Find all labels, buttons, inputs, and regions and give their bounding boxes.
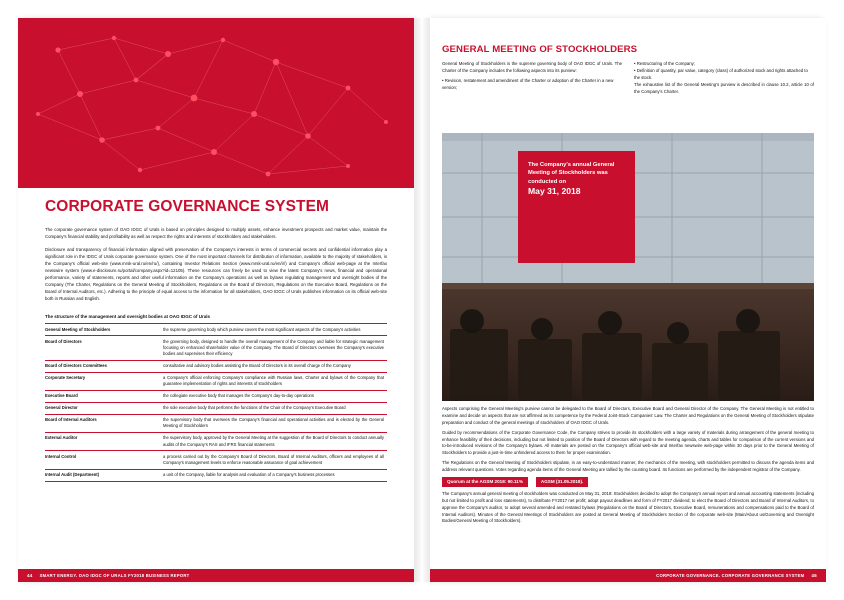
paragraph-guided: Guided by recommendations of the Corporate Governance Code, the Company strives to provide its stockholders with a large variety of materials during arrangement of the general meeting to enhance feasibility of their decisions, including but not limited to position of the Board of Directors with regard to the meeting agenda, charts and tables for comparison of the current versions and to-be-introduced revisions of the Company's bylaws. All materials are posted on the Company's official web-site and Interfax newswire web-page within 30 days prior to the General Meeting of Stockholders to provide a just-in-time unhindered access to them for proper examination. (442, 429, 814, 456)
table-cell-value: the supreme governing body which purview covers the most significant aspects of the Company's activities (163, 324, 387, 336)
status-badge-quorum: Quorum at the AGSM 2018: 90.11% (442, 477, 528, 487)
table-cell-key: General Meeting of Stockholders (45, 324, 163, 336)
intro-text: General Meeting of Stockholders is the supreme governing body of OAO IDGC of Urals. The Charter of the Company includes the following aspects into its purview: (442, 61, 622, 73)
table-cell-key: Internal Audit (Department) (45, 469, 163, 481)
table-cell-key: Board of Internal Auditors (45, 414, 163, 432)
status-badge-agsm: AGSM (31.05.2018). (536, 477, 588, 487)
table-cell-key: Board of Directors Committees (45, 360, 163, 372)
meeting-photo (442, 133, 814, 401)
governance-table (45, 323, 387, 481)
intro-tail-text: The exhaustive list of the General Meeting's purview is described in clause 10.2, article 10 of the Company's Charter. (634, 81, 814, 94)
table-row (45, 324, 387, 336)
paragraph-aspects: Aspects comprising the General Meeting's purview cannot be delegated to the Board of Directors, Executive Board and General Director of the Company. The General Meeting is not entitled to examine and decide on aspects that are not affirmed as its competence by the Federal Joint-Stock Companies' Law. The Charter and Regulations on the General Meeting of Stockholders stipulate preparation and conduct of the general meetings of stockholders of OAO IDGC of Urals. (442, 406, 814, 425)
intro-columns (442, 61, 814, 95)
table-row (45, 451, 387, 469)
table-row (45, 372, 387, 390)
table-cell-key: General Director (45, 402, 163, 414)
table-cell-value: the supervisory body that oversees the Company's financial and operational activities and is elected by the General Meeting of Stockholders (163, 414, 387, 432)
right-page-content (442, 44, 814, 95)
right-page (430, 18, 826, 582)
callout-date: May 31, 2018 (528, 186, 581, 197)
table-cell-key: Board of Directors (45, 336, 163, 360)
table-cell-value: the supervisory body, approved by the General Meeting at the suggestion of the Board of Directors to conduct annually audits of the Company's RAS and IFRS financial statements (163, 433, 387, 451)
bullet-item: • Restructuring of the Company; (634, 61, 695, 66)
table-cell-key: Internal Control (45, 451, 163, 469)
left-page-content (45, 198, 387, 482)
table-cell-key: Executive Board (45, 390, 163, 402)
table-row (45, 390, 387, 402)
table-caption: The structure of the management and oversight bodies at OAO IDGC of Urals (45, 314, 211, 320)
table-row (45, 402, 387, 414)
table-cell-key: Corporate Secretary (45, 372, 163, 390)
footer-right (430, 569, 826, 582)
spread-gutter (414, 18, 430, 582)
callout-text: The Company's annual General Meeting of Stockholders was conducted on (528, 162, 615, 185)
quorum-badges (442, 477, 814, 487)
page-number-left: 44 (27, 573, 33, 578)
network-graphic (18, 18, 414, 188)
right-page-lower-content (442, 406, 814, 528)
table-row (45, 336, 387, 360)
footer-left (18, 569, 414, 582)
footer-text-right: CORPORATE GOVERNANCE. CORPORATE GOVERNANCE SYSTEM (656, 573, 805, 578)
page-number-right: 45 (811, 573, 817, 578)
table-cell-key: External Auditor (45, 433, 163, 451)
bullet-item: • Definition of quantity, par value, category (class) of authorized stock and rights attached to the stock. (634, 67, 808, 80)
table-cell-value: a process carried out by the Company's Board of Directors, Board of Internal Auditors, officers and employees of all Company's management levels to enforce reasonable assurance of goal achievement (163, 451, 387, 469)
table-cell-value: a unit of the Company, liable for analysis and evaluation of a Company's business processes (163, 469, 387, 481)
paragraph-agm-results: The Company's annual general meeting of stockholders was conducted on May 31, 2018: Stockholders decided to adopt the Company's annual report and annual accounting statements (including but not limited to profit and loss statements), to distribute FY2017 net profit; adopt payout deadlines and form of FY2017 dividend; to elect the Board of Directors and Board of Internal Auditors, to approve the Company's auditor, to adopt several amended and restated bylaws (Regulations on the Board of Directors, Executive Board, remunerations and compensations paid to the Board of Internal Auditors). Minutes of the General Meetings of Stockholders are posted at General Meeting of Stockholders Section of the corporate web-site (Main/About us/Governing and Oversight Bodies/General Meeting of Stockholders). (442, 490, 814, 524)
table-cell-value: a Company's official enforcing Company's compliance with Russian laws, Charter and bylaws of the Company that guarantee implementation of rights and interests of stockholders (163, 372, 387, 390)
meeting-date-callout (518, 151, 635, 263)
bullet-item: • Revision, restatement and amendment of the Charter or adoption of the Charter in a new version; (442, 77, 614, 90)
footer-text-left: SMART ENERGY. OAO IDGC OF URALS FY2018 BUSINESS REPORT (39, 573, 190, 578)
table-row (45, 469, 387, 481)
table-row (45, 360, 387, 372)
table-cell-value: consultative and advisory bodies assisting the Board of Directors in its overall charge of the Company (163, 360, 387, 372)
table-row (45, 414, 387, 432)
table-cell-value: the collegiate executive body that manages the Company's day-to-day operations (163, 390, 387, 402)
page-heading: GENERAL MEETING OF STOCKHOLDERS (442, 44, 638, 55)
table-cell-value: the governing body, designed to handle the overall management of the Company and liable for strategic management focusing on enhanced shareholder value of the Company. The Board of Directors oversees the Company's executive bodies and supervises their efficiency (163, 336, 387, 360)
table-row (45, 433, 387, 451)
table-cell-value: the sole executive body that performs the functions of the Chair of the Company's Executive Board (163, 402, 387, 414)
paragraph-regulations: The Regulations on the General Meeting of Stockholders stipulate, in an easy-to-understand manner, the mechanics of the meeting, with stockholders permitted to discuss the agenda items and address relevant questions. Votes regarding agenda items of the General Meeting are tallied by the counting board. Its functions are performed by the independent registrar of the Company. (442, 460, 814, 472)
paragraph-1: The corporate governance system of OAO IDGC of Urals is based on principles designed to multiply assets, enhance investment prospects and market value, maintain the Company's financial stability and profitability as well as respect the rights and interests of stockholders and stakeholders. (45, 227, 387, 240)
page-title: CORPORATE GOVERNANCE SYSTEM (45, 198, 330, 215)
left-page (18, 18, 414, 582)
paragraph-2: Disclosure and transparency of financial information aligned with preservation of the Company's interests in terms of commercial secrets and confidential information play a significant role in the IDGC of Urals corporate governance system. One of the most important channels for distribution of information, available to the majority of stakeholders, is the Company's official web-site (www.mrsk-ural.ru/en/ru/), containing Investor Relations Section (www.mrsk-ural.ru/en/ir/) and Company's official web-page at the Interfax newswire system (www.e-disclosure.ru/portal/company.aspx?id=12105). These resources can freely be used to view the latest Company's news, financial and operational performance, variety of statements, reports and other useful information on the Company's operations as well as bylaws regulating management and oversight bodies of the Company (The Charter, Regulations on the General Meeting of Stockholders, Regulations on the Board of Directors, Regulations on the Executive Board, Regulations on the Board of Internal Auditors, etc.). Adhering to the principle of equal access to the information for all stakeholders, OAO IDGC of Urals publishes information on its official web-site both in Russian and English. (45, 247, 387, 302)
